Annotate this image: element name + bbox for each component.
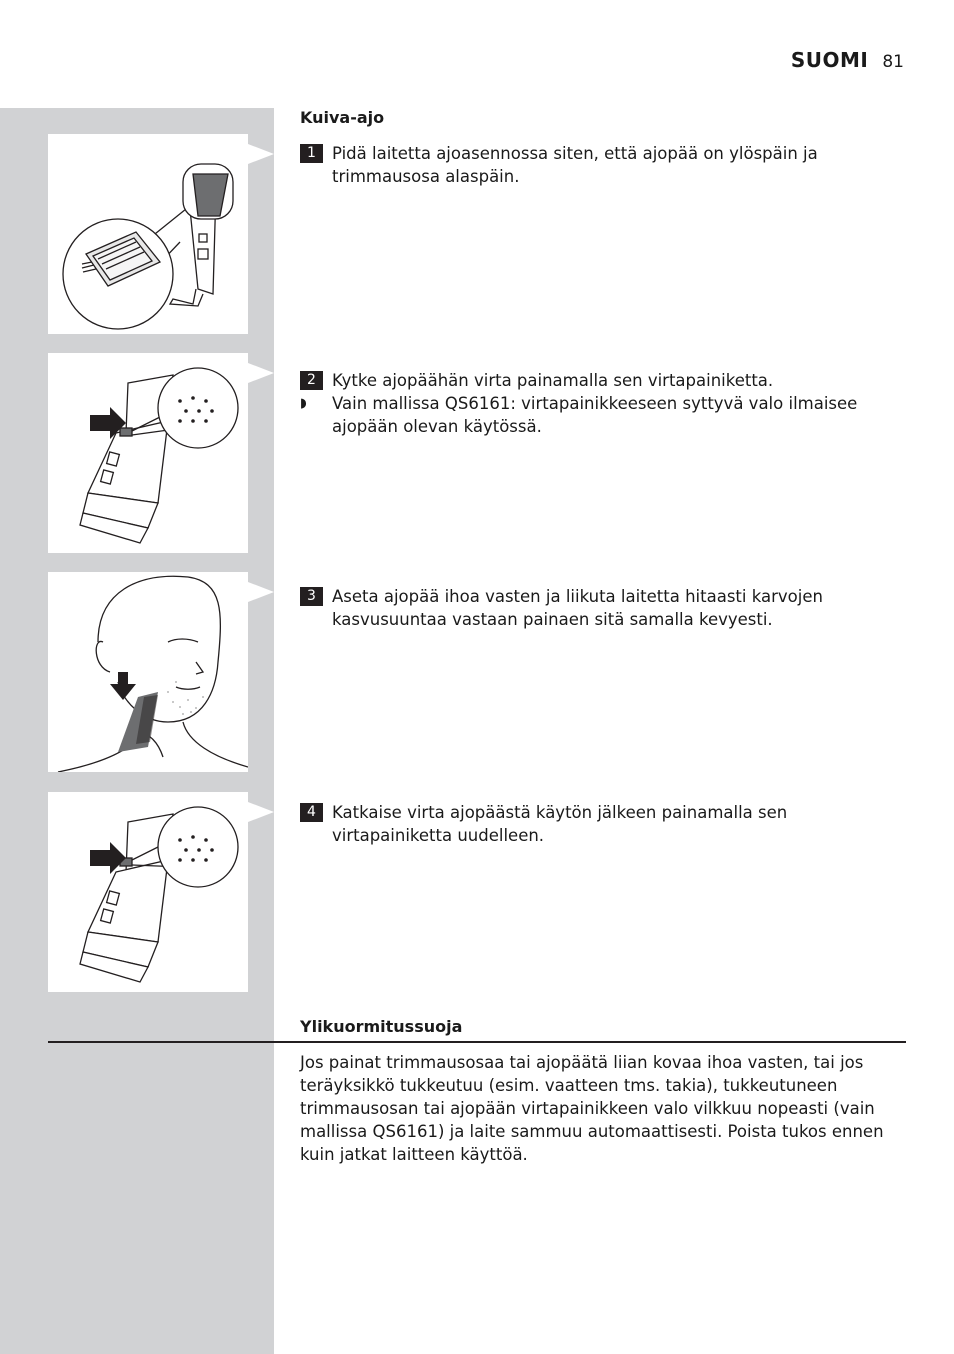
step-number-box: 3: [300, 587, 323, 606]
page-header: [791, 48, 904, 72]
step-number-box: 1: [300, 144, 323, 163]
figure-shaving-face: [48, 572, 248, 772]
step-3: [300, 585, 905, 631]
figure-pointer: [248, 582, 274, 602]
overload-paragraph: Jos painat trimmausosaa tai ajopäätä liian kovaa ihoa vasten, tai jos teräyksikkö tukkeutuu (esim. vaatteen tms. takia), tukkeutuneen trimmausosan tai ajopään virtapainikkeen valo vilkkuu nopeasti (vain mallissa QS6161) ja laite sammuu automaattisesti. Poista tukos ennen kuin jatkat laitteen käyttöä.: [300, 1053, 884, 1164]
press-button-illustration: [48, 353, 248, 553]
page-number: 81: [882, 52, 904, 72]
step-text: Katkaise virta ajopäästä käytön jälkeen painamalla sen virtapainiketta uudelleen.: [332, 803, 788, 845]
step-2: [300, 369, 905, 438]
section-divider: [48, 1041, 906, 1043]
step-number-box: 4: [300, 803, 323, 822]
shaver-upright-illustration: [48, 134, 248, 334]
language-label: SUOMI: [790, 48, 869, 72]
figure-press-power-off: [48, 792, 248, 992]
bullet-text: Vain mallissa QS6161: virtapainikkeeseen syttyvä valo ilmaisee ajopään olevan käytössä.: [332, 394, 858, 436]
section-title-dry-shaving: Kuiva-ajo: [300, 108, 385, 127]
press-button-illustration: [48, 792, 248, 992]
step-text: Pidä laitetta ajoasennossa siten, että ajopää on ylöspäin ja trimmausosa alaspäin.: [332, 144, 818, 186]
figure-device-upright: [48, 134, 248, 334]
step-text: Aseta ajopää ihoa vasten ja liikuta laitetta hitaasti karvojen kasvusuuntaa vastaan painaen sitä samalla kevyesti.: [332, 587, 823, 629]
figure-pointer: [248, 363, 274, 383]
figure-press-power-on: [48, 353, 248, 553]
face-shaving-illustration: [48, 572, 248, 772]
step-4: [300, 801, 905, 847]
figure-pointer: [248, 802, 274, 822]
figure-pointer: [248, 144, 274, 164]
step-1: [300, 142, 905, 188]
step-number-box: 2: [300, 371, 323, 390]
section-title-overload: Ylikuormitussuoja: [300, 1017, 463, 1036]
bullet-icon: ◗: [300, 396, 307, 411]
step-text: Kytke ajopäähän virta painamalla sen virtapainiketta.: [332, 371, 774, 390]
